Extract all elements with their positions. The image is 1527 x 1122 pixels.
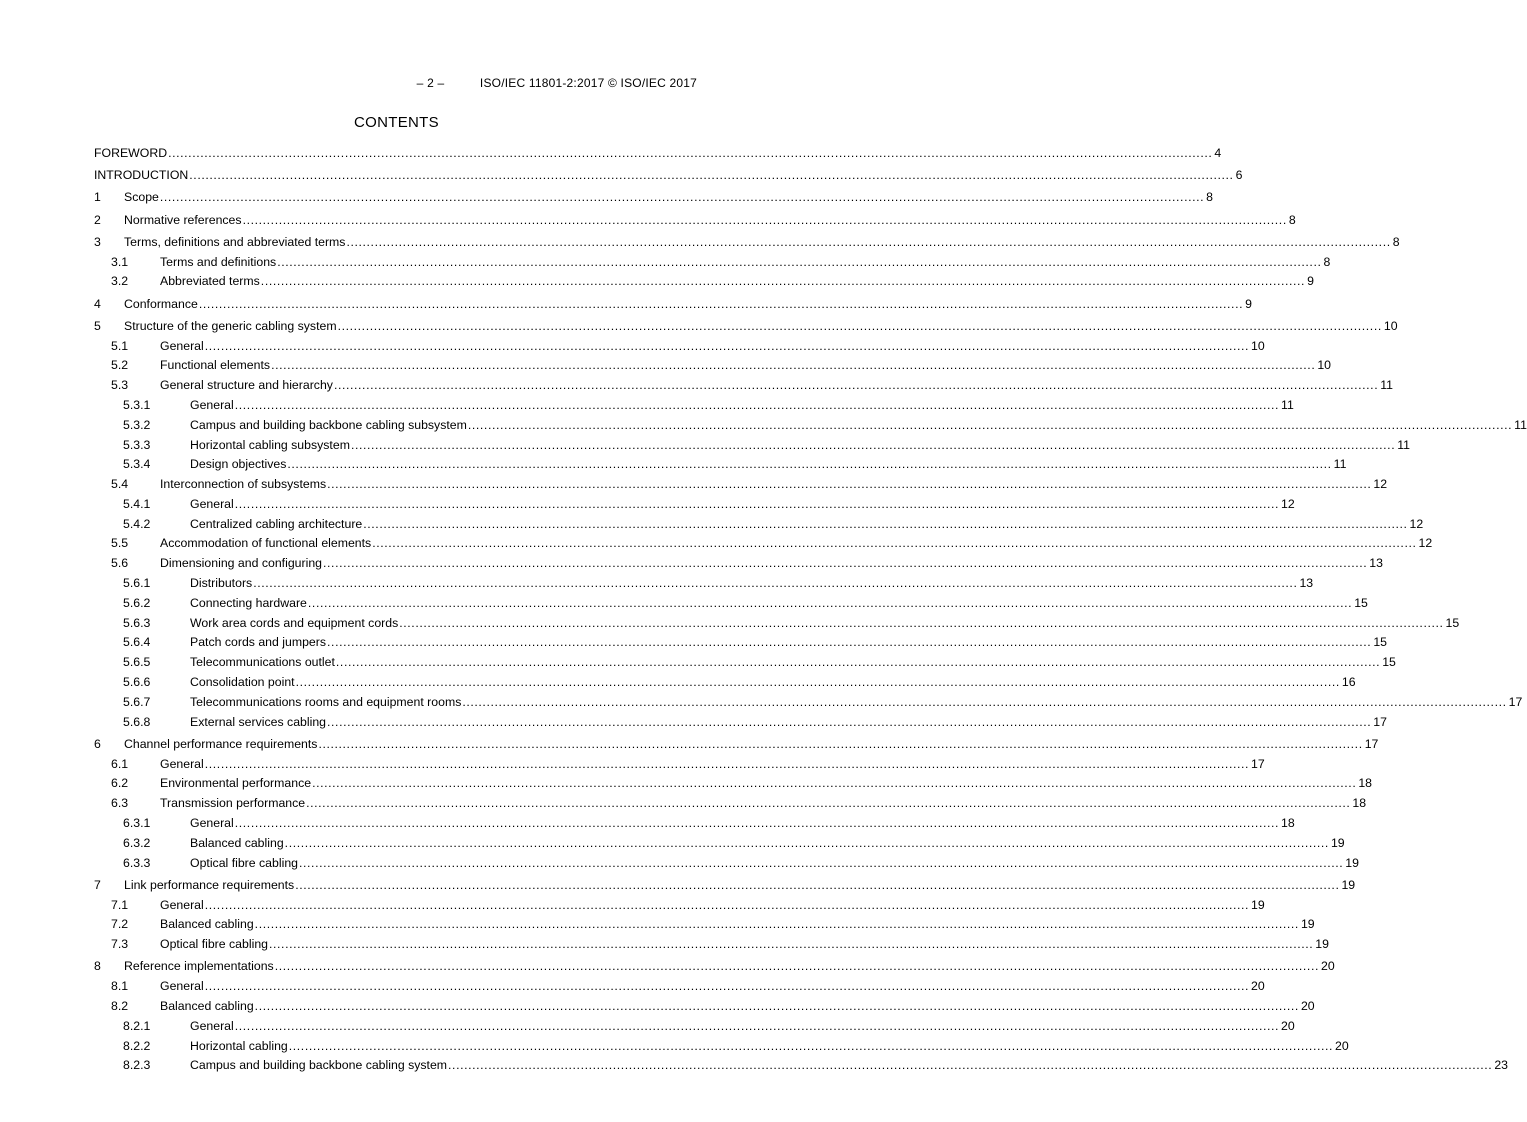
toc-entry-title: Terms and definitions [160, 254, 277, 269]
toc-dot-leader: .................................................................................................................................................................................................................................................................... [312, 776, 1357, 791]
toc-entry-page: 11 [1380, 378, 1393, 393]
toc-entry-title: Link performance requirements [124, 877, 295, 892]
toc-entry[interactable] [94, 935, 1329, 955]
table-of-contents [94, 144, 1527, 1076]
toc-entry-page: 11 [1514, 417, 1527, 432]
toc-entry-page: 20 [1335, 1038, 1349, 1053]
toc-entry-title: Balanced cabling [160, 998, 254, 1013]
toc-entry[interactable] [94, 1017, 1295, 1037]
toc-entry-number: 8.2.1 [123, 1018, 151, 1033]
toc-entry[interactable] [94, 317, 1398, 337]
toc-entry-page: 20 [1281, 1018, 1295, 1033]
toc-entry-page: 23 [1494, 1058, 1508, 1073]
toc-entry-page: 17 [1364, 736, 1379, 751]
toc-entry-number: 5.6 [111, 556, 129, 571]
toc-entry-title: Horizontal cabling [190, 1038, 288, 1053]
toc-entry-page: 20 [1320, 959, 1335, 974]
toc-entry-number: 5.1 [111, 338, 129, 353]
toc-dot-leader: .................................................................................................................................................................................................................................................................... [189, 168, 1234, 183]
toc-entry-page: 10 [1383, 318, 1398, 333]
toc-entry-title: Balanced cabling [190, 835, 284, 850]
toc-entry[interactable] [94, 166, 1243, 186]
toc-entry-number: 5.6.6 [123, 675, 151, 690]
toc-dot-leader: .................................................................................................................................................................................................................................................................... [318, 736, 1363, 751]
toc-entry-page: 9 [1307, 274, 1314, 289]
toc-dot-leader: .................................................................................................................................................................................................................................................................... [306, 796, 1351, 811]
toc-entry-page: 15 [1354, 595, 1368, 610]
toc-entry-title: General structure and hierarchy [160, 378, 333, 393]
toc-entry-title: External services cabling [190, 714, 327, 729]
toc-entry-number: 5.3.2 [123, 417, 151, 432]
toc-dot-leader: .................................................................................................................................................................................................................................................................... [274, 959, 1319, 974]
toc-entry-number: 4 [94, 296, 101, 311]
toc-entry-page: 17 [1508, 694, 1523, 709]
toc-dot-leader: .................................................................................................................................................................................................................................................................... [350, 437, 1396, 452]
toc-entry-number: 7.1 [111, 897, 129, 912]
toc-entry-title: Centralized cabling architecture [190, 516, 363, 531]
toc-entry-title: Campus and building backbone cabling system [190, 1058, 448, 1073]
toc-entry[interactable] [94, 957, 1335, 977]
toc-dot-leader: .................................................................................................................................................................................................................................................................... [159, 190, 1205, 205]
toc-entry[interactable] [94, 188, 1213, 208]
toc-entry[interactable] [94, 272, 1314, 292]
toc-entry-number: 5.6.8 [123, 714, 151, 729]
toc-entry-number: 5 [94, 318, 101, 333]
toc-dot-leader: .................................................................................................................................................................................................................................................................... [337, 318, 1382, 333]
toc-entry[interactable] [94, 693, 1523, 713]
toc-entry-page: 8 [1206, 190, 1213, 205]
toc-entry-page: 19 [1315, 937, 1329, 952]
toc-entry-number: 5.5 [111, 536, 129, 551]
toc-entry-title: General [160, 338, 204, 353]
toc-dot-leader: .................................................................................................................................................................................................................................................................... [346, 234, 1391, 249]
toc-entry-number: 6 [94, 736, 101, 751]
toc-entry-page: 10 [1251, 338, 1265, 353]
toc-dot-leader: .................................................................................................................................................................................................................................................................... [462, 694, 1507, 709]
toc-dot-leader: .................................................................................................................................................................................................................................................................... [287, 457, 1332, 472]
toc-entry[interactable] [94, 614, 1460, 634]
toc-entry-number: 5.6.5 [123, 655, 151, 670]
toc-entry-title: Abbreviated terms [160, 274, 260, 289]
toc-entry-title: Telecommunications rooms and equipment rooms [190, 694, 462, 709]
page-header [417, 76, 697, 90]
toc-entry-number: 5.3.3 [123, 437, 151, 452]
toc-entry[interactable] [94, 144, 1222, 164]
toc-dot-leader: .................................................................................................................................................................................................................................................................... [260, 274, 1306, 289]
toc-entry-page: 15 [1445, 615, 1460, 630]
toc-entry[interactable] [94, 774, 1373, 794]
toc-entry[interactable] [94, 337, 1265, 357]
toc-entry[interactable] [94, 594, 1368, 614]
toc-entry-title: Distributors [190, 576, 253, 591]
toc-entry-page: 12 [1418, 536, 1433, 551]
toc-entry-title: Terms, definitions and abbreviated terms [124, 234, 346, 249]
toc-entry[interactable] [94, 977, 1265, 997]
toc-entry-page: 10 [1317, 358, 1332, 373]
toc-entry[interactable] [94, 896, 1265, 916]
toc-entry-number: 7.3 [111, 937, 129, 952]
toc-entry-number: 7.2 [111, 917, 129, 932]
toc-entry-page: 12 [1409, 516, 1424, 531]
toc-dot-leader: .................................................................................................................................................................................................................................................................... [448, 1058, 1493, 1073]
toc-entry[interactable] [94, 396, 1294, 416]
toc-dot-leader: .................................................................................................................................................................................................................................................................... [372, 536, 1417, 551]
toc-entry-page: 19 [1251, 897, 1265, 912]
toc-entry-title: Optical fibre cabling [190, 855, 298, 870]
toc-dot-leader: .................................................................................................................................................................................................................................................................... [295, 675, 1340, 690]
toc-entry-title: General [160, 979, 204, 994]
toc-dot-leader: .................................................................................................................................................................................................................................................................... [269, 937, 1314, 952]
page-number: – 2 – [416, 76, 445, 90]
toc-entry[interactable] [94, 915, 1315, 935]
toc-entry-number: 5.6.7 [123, 694, 151, 709]
toc-entry-title: Connecting hardware [190, 595, 307, 610]
toc-entry-number: 8.2 [111, 998, 129, 1013]
toc-entry[interactable] [94, 211, 1296, 231]
toc-entry[interactable] [94, 794, 1367, 814]
toc-entry-title: FOREWORD [94, 146, 168, 160]
toc-dot-leader: .................................................................................................................................................................................................................................................................... [288, 1038, 1334, 1053]
toc-entry-page: 13 [1369, 556, 1383, 571]
toc-entry-page: 19 [1341, 877, 1356, 892]
toc-entry-title: INTRODUCTION [94, 168, 189, 183]
toc-entry-page: 12 [1281, 496, 1295, 511]
toc-entry-page: 18 [1281, 816, 1295, 831]
toc-entry[interactable] [94, 253, 1331, 273]
toc-dot-leader: .................................................................................................................................................................................................................................................................... [198, 296, 1244, 311]
toc-entry[interactable] [94, 515, 1424, 535]
toc-entry-number: 6.2 [111, 776, 129, 791]
toc-entry-page: 9 [1245, 296, 1252, 311]
toc-entry-number: 5.3.4 [123, 457, 151, 472]
toc-entry[interactable] [94, 295, 1252, 315]
toc-entry-title: Patch cords and jumpers [190, 635, 327, 650]
toc-entry-title: Horizontal cabling subsystem [190, 437, 350, 452]
toc-entry-page: 16 [1341, 675, 1356, 690]
toc-entry-title: Balanced cabling [160, 917, 254, 932]
toc-entry-number: 5.4.1 [123, 496, 151, 511]
toc-entry-title: Optical fibre cabling [160, 937, 268, 952]
toc-entry[interactable] [94, 834, 1345, 854]
toc-entry-number: 8.2.3 [123, 1058, 151, 1073]
toc-entry-number: 6.3.1 [123, 816, 151, 831]
toc-entry[interactable] [94, 854, 1359, 874]
toc-dot-leader: .................................................................................................................................................................................................................................................................... [271, 358, 1316, 373]
toc-entry-number: 8 [94, 959, 101, 974]
toc-entry-page: 19 [1300, 917, 1315, 932]
toc-entry-page: 11 [1281, 397, 1294, 412]
toc-entry[interactable] [94, 1037, 1349, 1057]
toc-entry[interactable] [94, 713, 1387, 733]
toc-entry-number: 6.3 [111, 796, 129, 811]
toc-dot-leader: .................................................................................................................................................................................................................................................................... [254, 998, 1299, 1013]
toc-dot-leader: .................................................................................................................................................................................................................................................................... [242, 212, 1287, 227]
toc-entry-page: 11 [1333, 457, 1347, 472]
toc-dot-leader: .................................................................................................................................................................................................................................................................... [277, 254, 1322, 269]
toc-entry-page: 11 [1397, 437, 1410, 452]
toc-entry-number: 3.1 [111, 254, 129, 269]
toc-entry-number: 5.6.1 [123, 576, 151, 591]
toc-entry[interactable] [94, 436, 1410, 456]
toc-entry-number: 5.2 [111, 358, 129, 373]
toc-dot-leader: .................................................................................................................................................................................................................................................................... [467, 417, 1513, 432]
toc-entry-page: 15 [1373, 635, 1387, 650]
toc-entry-page: 18 [1352, 796, 1367, 811]
toc-entry-title: General [160, 756, 204, 771]
toc-entry-number: 7 [94, 877, 101, 892]
toc-dot-leader: .................................................................................................................................................................................................................................................................... [323, 556, 1368, 571]
toc-entry[interactable] [94, 356, 1332, 376]
toc-entry-title: Functional elements [160, 358, 271, 373]
toc-entry-title: Dimensioning and configuring [160, 556, 323, 571]
toc-entry[interactable] [94, 735, 1379, 755]
toc-dot-leader: .................................................................................................................................................................................................................................................................... [234, 816, 1280, 831]
toc-entry-title: General [160, 897, 204, 912]
toc-entry-number: 8.2.2 [123, 1038, 151, 1053]
toc-entry-number: 5.3 [111, 378, 129, 393]
toc-entry-page: 8 [1392, 234, 1400, 249]
toc-entry-page: 20 [1251, 979, 1265, 994]
toc-entry-title: Scope [124, 190, 159, 205]
toc-entry-title: Structure of the generic cabling system [124, 318, 337, 333]
toc-entry-title: Reference implementations [124, 959, 274, 974]
toc-entry-title: General [190, 496, 234, 511]
toc-entry-page: 19 [1345, 855, 1359, 870]
toc-dot-leader: .................................................................................................................................................................................................................................................................... [204, 979, 1250, 994]
toc-entry[interactable] [94, 455, 1347, 475]
toc-entry[interactable] [94, 534, 1433, 554]
toc-entry-title: General [190, 397, 234, 412]
toc-entry-page: 4 [1214, 146, 1222, 160]
toc-dot-leader: .................................................................................................................................................................................................................................................................... [299, 855, 1344, 870]
toc-entry-page: 20 [1300, 998, 1315, 1013]
toc-dot-leader: .................................................................................................................................................................................................................................................................... [204, 338, 1250, 353]
toc-entry-title: Design objectives [190, 457, 287, 472]
toc-entry-number: 5.6.2 [123, 595, 151, 610]
toc-entry[interactable] [94, 376, 1393, 396]
toc-dot-leader: .................................................................................................................................................................................................................................................................... [333, 378, 1379, 393]
page-title: CONTENTS [354, 114, 439, 131]
toc-entry[interactable] [94, 997, 1315, 1017]
toc-entry-number: 5.6.3 [123, 615, 151, 630]
toc-entry-title: Telecommunications outlet [190, 655, 335, 670]
toc-dot-leader: .................................................................................................................................................................................................................................................................... [327, 477, 1372, 492]
standard-reference: ISO/IEC 11801-2:2017 © ISO/IEC 2017 [479, 76, 697, 90]
toc-entry[interactable] [94, 633, 1387, 653]
toc-entry-title: General [190, 1018, 234, 1033]
toc-entry-number: 6.3.3 [123, 855, 151, 870]
toc-entry[interactable] [94, 673, 1356, 693]
toc-entry-title: Accommodation of functional elements [160, 536, 372, 551]
toc-dot-leader: .................................................................................................................................................................................................................................................................... [204, 756, 1250, 771]
toc-entry-title: Work area cords and equipment cords [190, 615, 399, 630]
toc-entry-page: 8 [1323, 254, 1331, 269]
toc-dot-leader: .................................................................................................................................................................................................................................................................... [399, 615, 1444, 630]
toc-entry-title: Environmental performance [160, 776, 312, 791]
toc-entry-title: General [190, 816, 234, 831]
toc-entry-page: 6 [1235, 168, 1243, 183]
toc-entry-number: 2 [94, 212, 101, 227]
toc-entry-number: 1 [94, 190, 101, 205]
toc-entry[interactable] [94, 233, 1400, 253]
toc-dot-leader: .................................................................................................................................................................................................................................................................... [234, 496, 1280, 511]
toc-dot-leader: .................................................................................................................................................................................................................................................................... [327, 714, 1372, 729]
toc-entry-number: 8.1 [111, 979, 129, 994]
toc-entry[interactable] [94, 475, 1388, 495]
toc-entry-number: 5.6.4 [123, 635, 151, 650]
toc-entry-page: 17 [1251, 756, 1265, 771]
toc-dot-leader: .................................................................................................................................................................................................................................................................... [327, 635, 1372, 650]
toc-dot-leader: .................................................................................................................................................................................................................................................................... [234, 1018, 1280, 1033]
toc-entry[interactable] [94, 574, 1314, 594]
toc-entry-page: 13 [1299, 576, 1314, 591]
toc-entry[interactable] [94, 755, 1265, 775]
toc-dot-leader: .................................................................................................................................................................................................................................................................... [295, 877, 1340, 892]
toc-dot-leader: .................................................................................................................................................................................................................................................................... [335, 655, 1381, 670]
toc-entry[interactable] [94, 1056, 1508, 1076]
toc-entry-number: 5.4 [111, 477, 129, 492]
toc-entry[interactable] [94, 814, 1295, 834]
toc-dot-leader: .................................................................................................................................................................................................................................................................... [253, 576, 1298, 591]
toc-entry-number: 5.4.2 [123, 516, 151, 531]
toc-entry-title: Interconnection of subsystems [160, 477, 327, 492]
toc-entry[interactable] [94, 876, 1356, 896]
toc-entry-page: 15 [1382, 655, 1396, 670]
toc-entry-page: 19 [1330, 835, 1345, 850]
toc-entry[interactable] [94, 416, 1527, 436]
toc-entry-page: 12 [1373, 477, 1388, 492]
toc-entry-page: 18 [1358, 776, 1373, 791]
toc-entry[interactable] [94, 653, 1396, 673]
toc-entry[interactable] [94, 554, 1383, 574]
toc-entry-title: Consolidation point [190, 675, 295, 690]
toc-dot-leader: .................................................................................................................................................................................................................................................................... [204, 897, 1250, 912]
toc-entry-title: Channel performance requirements [124, 736, 318, 751]
toc-dot-leader: .................................................................................................................................................................................................................................................................... [168, 146, 1213, 160]
toc-dot-leader: .................................................................................................................................................................................................................................................................... [284, 835, 1329, 850]
toc-entry-title: Conformance [124, 296, 198, 311]
toc-entry-number: 3.2 [111, 274, 129, 289]
toc-dot-leader: .................................................................................................................................................................................................................................................................... [307, 595, 1353, 610]
toc-entry-number: 6.1 [111, 756, 129, 771]
toc-entry-page: 8 [1288, 212, 1296, 227]
toc-dot-leader: .................................................................................................................................................................................................................................................................... [363, 516, 1408, 531]
toc-entry-title: Campus and building backbone cabling subsystem [190, 417, 467, 432]
toc-entry-number: 6.3.2 [123, 835, 151, 850]
toc-entry-title: Normative references [124, 212, 242, 227]
toc-dot-leader: .................................................................................................................................................................................................................................................................... [234, 397, 1280, 412]
toc-entry-title: Transmission performance [160, 796, 306, 811]
toc-entry-page: 17 [1373, 714, 1387, 729]
toc-entry-number: 3 [94, 234, 101, 249]
toc-entry-number: 5.3.1 [123, 397, 151, 412]
toc-entry[interactable] [94, 495, 1295, 515]
toc-dot-leader: .................................................................................................................................................................................................................................................................... [254, 917, 1299, 932]
